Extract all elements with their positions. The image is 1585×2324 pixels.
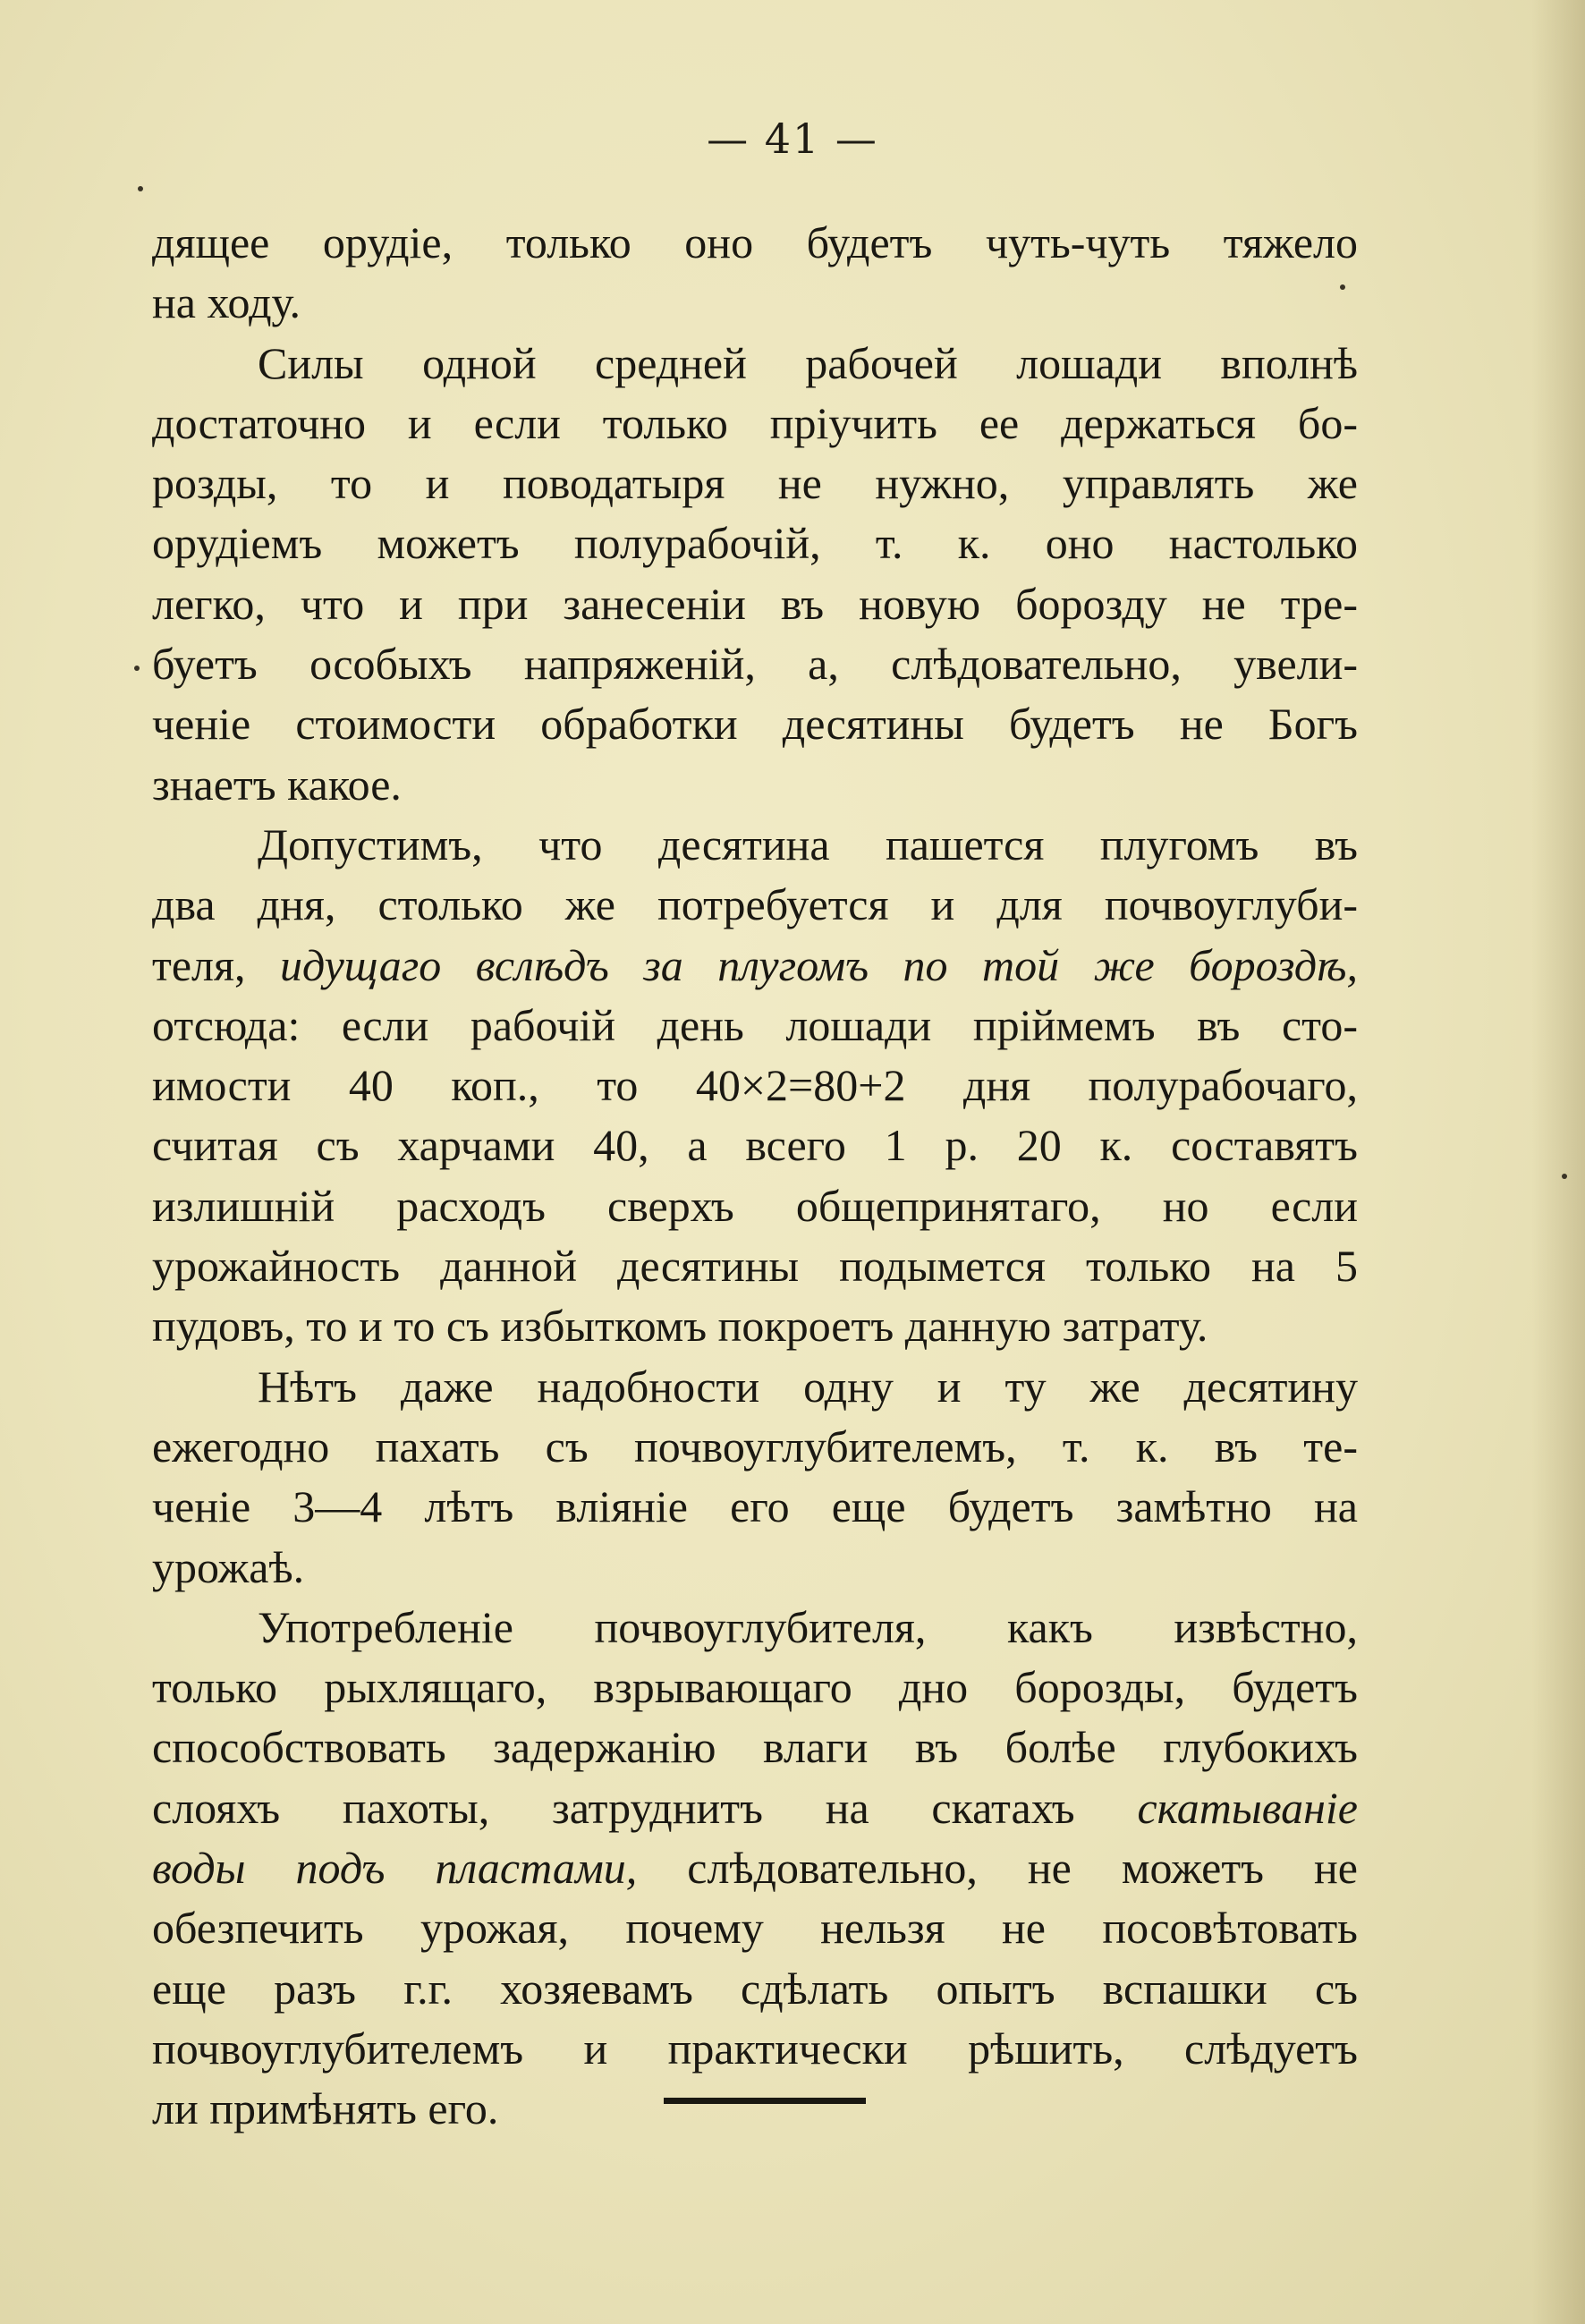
text-segment: отсюда: если рабочій день лошади пріймемъ въ сто-	[152, 999, 1358, 1050]
text-line	[152, 1115, 1358, 1175]
text-segment: на ходу.	[152, 277, 301, 328]
text-segment: орудіемъ можетъ полурабочій, т. к. оно настолько	[152, 518, 1358, 569]
text-line	[152, 2019, 1358, 2079]
text-line	[152, 394, 1358, 454]
italic-text-segment: скатываніе	[1137, 1782, 1358, 1833]
text-line	[152, 996, 1358, 1056]
print-speck	[134, 666, 140, 671]
text-segment: Употребленіе почвоуглубителя, какъ извѣстно,	[258, 1601, 1358, 1652]
text-segment: еще разъ г.г. хозяевамъ сдѣлать опытъ вспашки съ	[152, 1963, 1358, 2014]
text-segment: знаетъ какое.	[152, 759, 402, 810]
page-number: — 41 —	[707, 115, 878, 163]
text-segment: обезпечить урожая, почему нельзя не посовѣтовать	[152, 1903, 1358, 1954]
text-segment: буетъ особыхъ напряженій, а, слѣдовательно, увели-	[152, 639, 1358, 690]
text-line	[152, 1296, 1358, 1356]
text-segment: урожайность данной десятины подымется только на 5	[152, 1241, 1358, 1292]
text-segment: пудовъ, то и то съ избыткомъ покроетъ данную затрату.	[152, 1301, 1208, 1352]
text-segment: Силы одной средней рабочей лошади вполнѣ	[258, 337, 1358, 388]
text-line	[152, 755, 1358, 815]
text-segment: Допустимъ, что десятина пашется плугомъ въ	[258, 818, 1358, 869]
text-segment: только рыхлящаго, взрывающаго дно борозды, будетъ	[152, 1662, 1358, 1713]
text-segment: легко, что и при занесеніи въ новую борозду не тре-	[152, 578, 1358, 629]
text-line	[152, 1538, 1358, 1598]
print-speck	[1562, 1174, 1567, 1179]
print-speck	[1340, 284, 1345, 290]
text-line	[152, 454, 1358, 513]
page-edge-shadow	[1531, 0, 1585, 2324]
text-line	[152, 1598, 1358, 1658]
text-segment: ченіе стоимости обработки десятины будетъ не Богъ	[152, 699, 1358, 750]
body-text	[152, 213, 1358, 2140]
text-segment: ли примѣнять его.	[152, 2083, 499, 2134]
text-line	[152, 936, 1358, 996]
text-line	[152, 1176, 1358, 1236]
text-line	[152, 875, 1358, 935]
text-line	[152, 1357, 1358, 1417]
text-line	[152, 213, 1358, 273]
text-segment: дящее орудіе, только оно будетъ чуть-чуть тяжело	[152, 217, 1358, 267]
text-line	[152, 815, 1358, 875]
text-segment: два дня, столько же потребуется и для почвоуглуби-	[152, 879, 1358, 930]
text-line	[152, 1477, 1358, 1537]
print-speck	[138, 186, 143, 191]
text-segment: имости 40 коп., то 40×2=80+2 дня полурабочаго,	[152, 1060, 1358, 1111]
text-line	[152, 1898, 1358, 1958]
text-line	[152, 273, 1358, 333]
text-line	[152, 1778, 1358, 1838]
text-segment: почвоуглубителемъ и практически рѣшить, слѣдуетъ	[152, 2023, 1358, 2074]
text-line	[152, 1236, 1358, 1296]
text-line	[152, 1658, 1358, 1718]
text-line	[152, 634, 1358, 694]
text-segment: розды, то и поводатыря не нужно, управлять же	[152, 458, 1358, 509]
text-segment: ченіе 3—4 лѣтъ вліяніе его еще будетъ замѣтно на	[152, 1481, 1358, 1532]
text-segment: Нѣтъ даже надобности одну и ту же десятину	[258, 1361, 1358, 1412]
text-segment: излишній расходъ сверхъ общепринятаго, но если	[152, 1180, 1358, 1231]
text-segment: теля,	[152, 939, 280, 990]
text-segment: достаточно и если только пріучить ее держаться бо-	[152, 397, 1358, 448]
text-segment: считая съ харчами 40, а всего 1 р. 20 к. составятъ	[152, 1120, 1358, 1171]
text-segment: урожаѣ.	[152, 1541, 305, 1592]
text-segment: ежегодно пахать съ почвоуглубителемъ, т. к. въ те-	[152, 1421, 1358, 1472]
text-line	[152, 1056, 1358, 1115]
text-line	[152, 1417, 1358, 1477]
end-rule	[664, 2098, 866, 2104]
text-line	[152, 694, 1358, 754]
text-line	[152, 1959, 1358, 2019]
italic-text-segment: воды подъ пластами,	[152, 1843, 638, 1894]
italic-text-segment: идущаго вслѣдъ за плугомъ по той же бороздѣ,	[279, 939, 1358, 990]
text-line	[152, 513, 1358, 573]
text-segment: слѣдовательно, не можетъ не	[637, 1843, 1359, 1894]
text-line	[152, 574, 1358, 634]
text-line	[152, 1838, 1358, 1898]
text-line	[152, 1718, 1358, 1777]
text-line	[152, 2079, 1358, 2139]
text-segment: способствовать задержанію влаги въ болѣе глубокихъ	[152, 1722, 1358, 1773]
text-segment: слояхъ пахоты, затруднитъ на скатахъ	[152, 1782, 1138, 1833]
text-line	[152, 334, 1358, 394]
